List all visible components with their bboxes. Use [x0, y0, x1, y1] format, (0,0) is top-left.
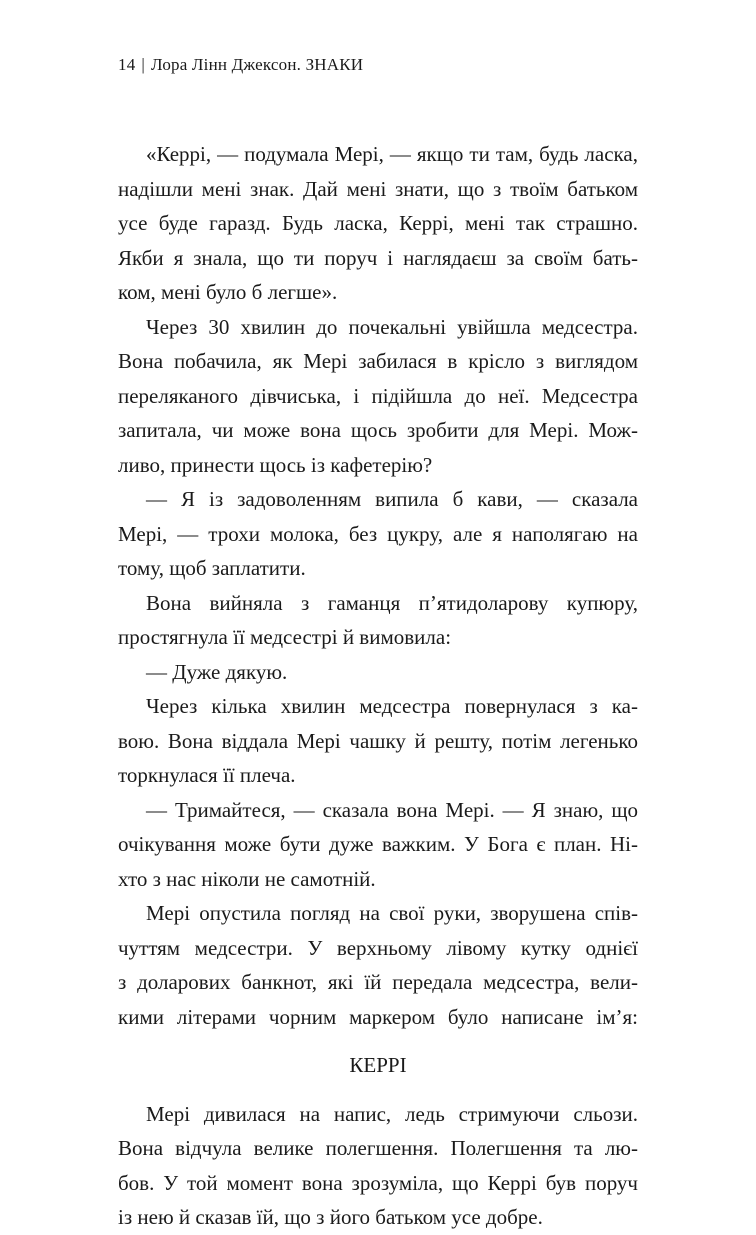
paragraph [118, 310, 638, 483]
text-line: ливо, принести щось із кафетерію? [118, 452, 433, 477]
paragraph [118, 1097, 638, 1235]
page-number: 14 [118, 55, 136, 74]
text-line: із нею й сказав їй, що з його батьком усе добре. [118, 1205, 543, 1229]
paragraph [118, 655, 638, 690]
running-head [118, 55, 363, 75]
text-line: Вона вийняла з гаманця п’ятидоларову купюру, [146, 590, 638, 615]
text-line: Вона побачила, як Мері забилася в крісло з виглядом [118, 349, 638, 373]
paragraph [118, 586, 638, 655]
author-name: Лора Лінн Джексон. [151, 55, 302, 74]
text-line: усе буде гаразд. Будь ласка, Керрі, мені так страшно. [118, 211, 638, 235]
text-line: Якби я знала, що ти поруч і наглядаєш за своїм бать- [118, 245, 638, 270]
text-line: — Я із задоволенням випила б кави, — сказала [146, 487, 638, 511]
text-line: бов. У той момент вона зрозуміла, що Керрі був поруч [118, 1170, 638, 1195]
text-line: чуттям медсестри. У верхньому лівому кутку однієї [118, 935, 638, 960]
paragraph [118, 896, 638, 1034]
book-title: ЗНАКИ [305, 55, 364, 74]
text-line: ком, мені було б легше». [118, 280, 338, 304]
text-line: переляканого дівчиська, і підійшла до неї. Медсестра [118, 383, 638, 408]
text-line: простягнула її медсестрі й вимовила: [118, 625, 452, 649]
text-line: Вона відчула велике полегшення. Полегшення та лю- [118, 1136, 638, 1160]
text-line: хто з нас ніколи не самотній. [118, 866, 376, 891]
header-separator: | [141, 55, 146, 74]
text-line: Мері опустила погляд на свої руки, зворушена спів- [146, 901, 638, 925]
paragraph [118, 482, 638, 586]
text-line: «Керрі, — подумала Мері, — якщо ти там, будь ласка, [146, 142, 638, 166]
paragraph [118, 793, 638, 897]
text-line: кими літерами чорним маркером було написане ім’я: [118, 1004, 638, 1029]
text-line: торкнулася її плеча. [118, 763, 296, 787]
spacer [118, 1083, 638, 1097]
text-line: Мері дивилася на напис, ледь стримуючи сльози. [146, 1101, 638, 1126]
text-line: — Тримайтеся, — сказала вона Мері. — Я знаю, що [146, 797, 638, 822]
text-line: з доларових банкнот, які їй передала медсестра, вели- [118, 970, 638, 994]
text-line: — Дуже дякую. [146, 659, 288, 684]
text-line: надішли мені знак. Дай мені знати, що з твоїм батьком [118, 176, 638, 201]
text-line: Через 30 хвилин до почекальні увійшла медсестра. [146, 314, 638, 339]
text-line: очікування може бути дуже важким. У Бога є план. Ні- [118, 832, 638, 856]
text-line: Мері, — трохи молока, без цукру, але я наполягаю на [118, 521, 638, 546]
text-line: Через кілька хвилин медсестра повернулася з ка- [146, 694, 638, 718]
text-line: вою. Вона віддала Мері чашку й решту, потім легенько [118, 728, 638, 753]
page-body [118, 137, 638, 1235]
paragraph [118, 689, 638, 793]
spacer [118, 1034, 638, 1048]
paragraph [118, 137, 638, 310]
text-line: запитала, чи може вона щось зробити для Мері. Мож- [118, 418, 638, 442]
centered-name: КЕРРІ [349, 1053, 407, 1077]
text-line: тому, щоб заплатити. [118, 556, 306, 580]
